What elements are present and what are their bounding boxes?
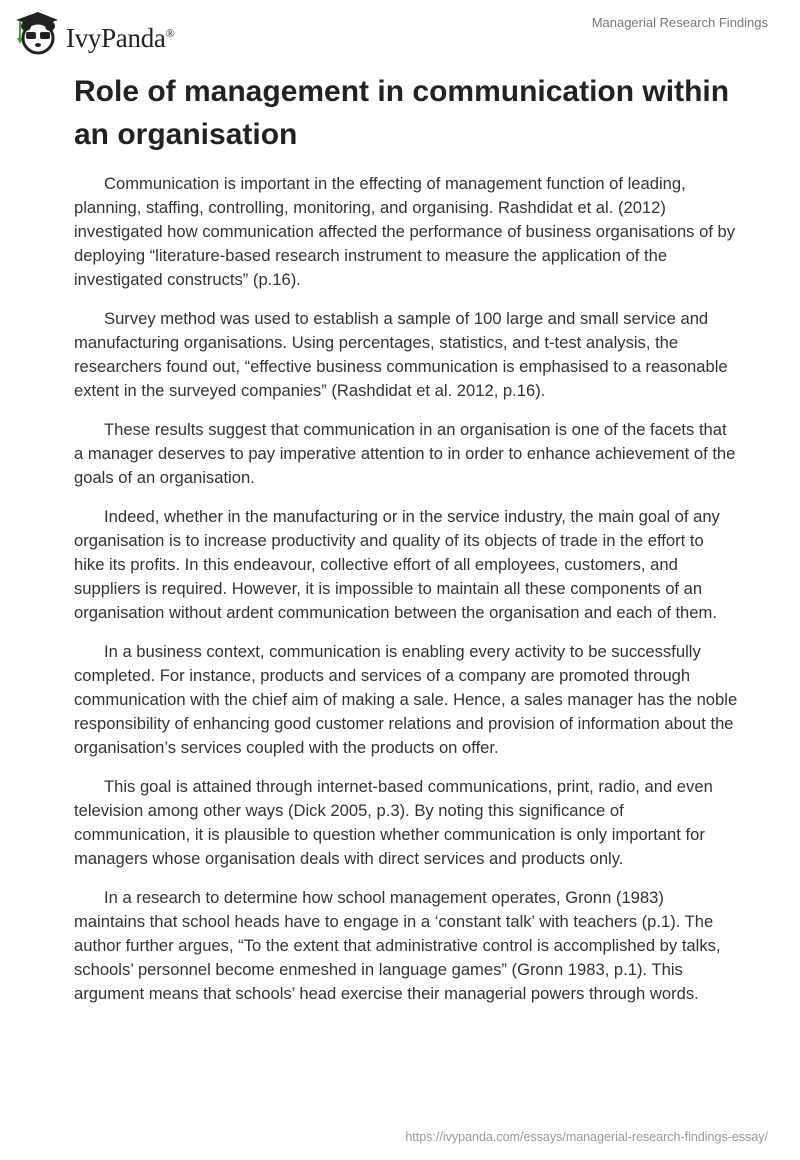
logo-text: IvyPanda® <box>66 23 175 53</box>
header-title: Managerial Research Findings <box>591 15 768 30</box>
article-body <box>74 172 738 1021</box>
paragraph: Survey method was used to establish a sample of 100 large and small service and manufacturing organisations. Using percentages, statistics, and t-test analysis, the researchers found out, “effective business communication is emphasised to a reasonable extent in the surveyed companies” (Rashdidat et al. 2012, p.16). <box>74 309 728 400</box>
panda-graduate-icon <box>12 8 60 61</box>
paragraph: Communication is important in the effecting of management function of leading, planning, staffing, controlling, monitoring, and organising. Rashdidat et al. (2012) investigated how communication affected the performance of business organisations of by deploying “literature-based research instrument to measure the application of the investigated constructs” (p.16). <box>74 174 736 289</box>
paragraph: These results suggest that communication in an organisation is one of the facets that a manager deserves to pay imperative attention to in order to enhance achievement of the goals of an organisation. <box>74 420 736 487</box>
paragraph: This goal is attained through internet-based communications, print, radio, and even television among other ways (Dick 2005, p.3). By noting this significance of communication, it is plausible to question whether communication is only important for managers whose organisation deals with direct services and products only. <box>74 777 713 868</box>
paragraph: In a research to determine how school management operates, Gronn (1983) maintains that school heads have to engage in a ‘constant talk’ with teachers (p.1). The author further argues, “To the extent that administrative control is accomplished by talks, schools’ personnel become enmeshed in language games” (Gronn 1983, p.1). This argument means that schools’ head exercise their managerial powers through words. <box>74 888 721 1003</box>
ivypanda-logo[interactable] <box>12 8 174 61</box>
article-title: Role of management in communication within an organisation <box>74 75 730 151</box>
paragraph: In a business context, communication is enabling every activity to be successfully completed. For instance, products and services of a company are promoted through communication with the chief aim of making a sale. Hence, a sales manager has the noble responsibility of enhancing good customer relations and provision of information about the organisation’s services coupled with the products on offer. <box>74 642 738 757</box>
paragraph: Indeed, whether in the manufacturing or in the service industry, the main goal of any organisation is to increase productivity and quality of its objects of trade in the effort to hike its profits. In this endeavour, collective effort of all employees, customers, and suppliers is required. However, it is impossible to maintain all these components of an organisation without ardent communication between the organisation and each of them. <box>74 507 720 622</box>
source-url[interactable]: https://ivypanda.com/essays/managerial-research-findings-essay/ <box>405 1130 768 1144</box>
